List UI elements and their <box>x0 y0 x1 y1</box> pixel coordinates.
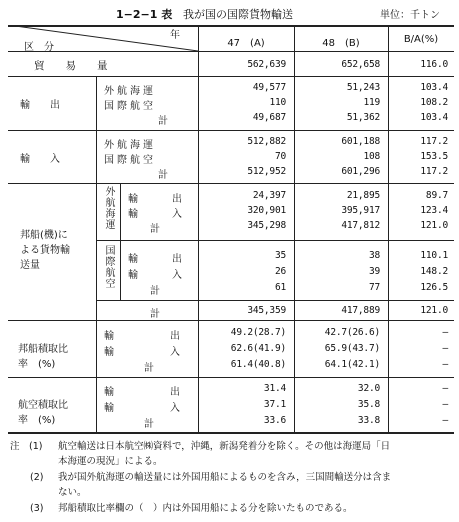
header-col-b: 48 (B) <box>322 38 360 49</box>
cell: 49,687 <box>252 112 286 123</box>
cell: 148.2 <box>420 266 448 277</box>
cell: 601,296 <box>341 166 380 177</box>
header-col-a: 47 (A) <box>227 38 265 49</box>
label-kei: 計 <box>150 286 160 297</box>
cell: 32.0 <box>357 383 380 394</box>
group-label-hobune: 邦船(機)に <box>20 230 68 241</box>
cell: 38 <box>368 250 380 261</box>
cell: 652,658 <box>341 59 380 70</box>
cell: 417,889 <box>341 305 380 316</box>
row-label-boeki: 貿 易 量 <box>34 60 108 72</box>
cell: 77 <box>368 282 380 293</box>
cell: 21,895 <box>346 190 380 201</box>
cell: 345,359 <box>247 305 286 316</box>
label-nyu: 入 <box>170 347 180 358</box>
cell: 110.1 <box>420 250 448 261</box>
cell: 35.8 <box>357 399 380 410</box>
label-yu: 輸 <box>128 270 138 281</box>
cell: 64.1(42.1) <box>324 359 380 370</box>
sub-label: 国際航空 <box>104 101 156 112</box>
cell: 24,397 <box>252 190 286 201</box>
label-yu: 輸 <box>104 403 114 414</box>
sub-label: 計 <box>158 116 168 127</box>
group-label-hobune: よる貨物輸 <box>20 245 70 256</box>
cell: 61.4(40.8) <box>230 359 286 370</box>
group-label-ksekitori: 航空積取比 <box>18 400 68 411</box>
sub-label: 計 <box>158 170 168 181</box>
cell: 123.4 <box>420 205 448 216</box>
label-nyu: 入 <box>172 209 182 220</box>
cell: 121.0 <box>420 220 448 231</box>
cell: 117.2 <box>420 166 448 177</box>
cell: 65.9(43.7) <box>324 343 380 354</box>
cell: 51,362 <box>346 112 380 123</box>
label-yu: 輸 <box>104 347 114 358</box>
sub-label: 外航海運 <box>104 140 156 151</box>
cell: 395,917 <box>341 205 380 216</box>
cell: 562,639 <box>247 59 286 70</box>
note-3-mark: (3) <box>30 503 44 514</box>
cell: 61 <box>274 282 286 293</box>
group-label-yunyu: 輸 入 <box>20 154 60 165</box>
cell: 110 <box>269 97 286 108</box>
cell: — <box>442 359 448 370</box>
label-shu: 出 <box>172 194 182 205</box>
table-title: 我が国の国際貨物輸送 <box>183 8 293 21</box>
cell: 39 <box>368 266 380 277</box>
cell: 119 <box>363 97 380 108</box>
header-kubun: 区 分 <box>24 42 54 53</box>
table-number: 1−2−1 表 <box>116 8 173 21</box>
label-kei: 計 <box>150 224 160 235</box>
note-3-line-1: 邦船積取比率欄の（ ）内は外国用船による分を除いたものである。 <box>58 503 353 514</box>
label-nyu: 入 <box>170 403 180 414</box>
cell: 103.4 <box>420 112 448 123</box>
group-label-yushutsu: 輸 出 <box>20 100 60 111</box>
label-kei: 計 <box>150 309 160 320</box>
cell: 33.8 <box>357 415 380 426</box>
cell: 33.6 <box>263 415 286 426</box>
label-nyu: 入 <box>172 270 182 281</box>
label-yu: 輸 <box>128 194 138 205</box>
note-2-line-2: ない。 <box>58 487 87 498</box>
note-1-line-2: 本海運の現況」による。 <box>58 456 163 467</box>
header-col-ratio: B/A(%) <box>403 34 439 45</box>
cell: 89.7 <box>425 190 448 201</box>
label-yu: 輸 <box>128 209 138 220</box>
cell: — <box>442 327 448 338</box>
sub-group-gaiko: 外航海運 <box>103 186 114 230</box>
label-kei: 計 <box>144 419 154 430</box>
cell: — <box>442 383 448 394</box>
note-2-mark: (2) <box>30 472 44 483</box>
cell: 31.4 <box>263 383 286 394</box>
cell: 70 <box>274 151 286 162</box>
cell: 117.2 <box>420 136 448 147</box>
cell: 153.5 <box>420 151 448 162</box>
cell: 417,812 <box>341 220 380 231</box>
cell: 49,577 <box>252 82 286 93</box>
group-label-hobune: 送量 <box>20 260 40 271</box>
label-yu: 輸 <box>104 331 114 342</box>
cell: 108 <box>363 151 380 162</box>
cell: 26 <box>274 266 286 277</box>
cell: — <box>442 399 448 410</box>
cell: 37.1 <box>263 399 286 410</box>
cell: 42.7(26.6) <box>324 327 380 338</box>
label-shu: 出 <box>170 331 180 342</box>
note-2-line-1: 我が国外航海運の輸送量には外国用船によるものを含み，三国間輸送分は含ま <box>58 472 392 483</box>
unit-label: 単位：千トン <box>380 10 440 21</box>
note-1-mark: 注 (1) <box>10 441 43 452</box>
cell: — <box>442 343 448 354</box>
cell: 601,188 <box>341 136 380 147</box>
sub-label: 国際航空 <box>104 155 156 166</box>
label-shu: 出 <box>170 387 180 398</box>
cell: 51,243 <box>346 82 380 93</box>
cell: 512,882 <box>247 136 286 147</box>
group-label-hsekitori: 率 (%) <box>18 359 56 370</box>
header-year: 年 <box>170 30 180 41</box>
cell: 121.0 <box>420 305 448 316</box>
cell: 103.4 <box>420 82 448 93</box>
cell: 116.0 <box>420 59 448 70</box>
cell: 62.6(41.9) <box>230 343 286 354</box>
note-1-line-1: 航空輸送は日本航空㈱資料で，沖縄，新潟発着分を除く。その他は海運局「日 <box>58 441 391 452</box>
cell: 108.2 <box>420 97 448 108</box>
cell: 126.5 <box>420 282 448 293</box>
label-kei: 計 <box>144 363 154 374</box>
cell: — <box>442 415 448 426</box>
group-label-hsekitori: 邦船積取比 <box>18 344 68 355</box>
cell: 345,298 <box>247 220 286 231</box>
label-yu: 輸 <box>104 387 114 398</box>
label-shu: 出 <box>172 254 182 265</box>
cell: 35 <box>274 250 286 261</box>
sub-group-kokusai: 国際航空 <box>103 245 114 289</box>
cell: 320,901 <box>247 205 286 216</box>
group-label-ksekitori: 率 (%) <box>18 415 56 426</box>
cell: 49.2(28.7) <box>230 327 286 338</box>
label-yu: 輸 <box>128 254 138 265</box>
cell: 512,952 <box>247 166 286 177</box>
sub-label: 外航海運 <box>104 86 156 97</box>
